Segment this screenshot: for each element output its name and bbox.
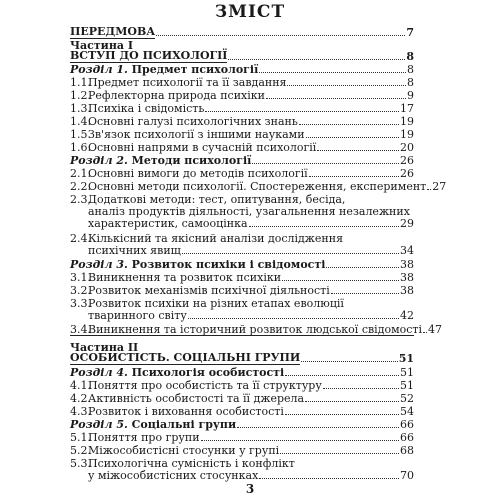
entry-title: 5.3.Психологічна сумісність і конфлікт bbox=[70, 457, 295, 470]
entry-continuation: психічних явищ bbox=[88, 244, 181, 257]
chapter-label: Розділ 5. bbox=[70, 418, 128, 431]
entry-number: 5.1. bbox=[70, 431, 91, 444]
chapter-label: Розділ 4. bbox=[70, 366, 128, 379]
entry-page: 27 bbox=[432, 180, 447, 193]
entry-title: 1.4.Основні галузі психологічних знань bbox=[70, 115, 298, 128]
toc-entry-sub[interactable] bbox=[70, 194, 414, 230]
entry-page: 51 bbox=[400, 379, 414, 392]
entry-title: 3.3.Розвиток психіки на різних етапах еволюції bbox=[70, 297, 344, 310]
entry-page: 8 bbox=[407, 76, 414, 89]
entry-number: 2.2. bbox=[70, 180, 91, 193]
entry-number: 5.3. bbox=[70, 457, 91, 470]
entry-page: 34 bbox=[400, 244, 414, 257]
toc-entry-sub[interactable] bbox=[70, 393, 414, 405]
toc-entry-chapter[interactable] bbox=[70, 367, 414, 379]
entry-number: 4.2. bbox=[70, 392, 91, 405]
entry-page: 68 bbox=[400, 444, 414, 457]
toc-entry-chapter[interactable] bbox=[70, 419, 414, 431]
dot-leader bbox=[182, 253, 399, 254]
toc-entry-sub[interactable] bbox=[70, 142, 414, 154]
entry-title: 1.3.Психіка і свідомість bbox=[70, 102, 205, 115]
entry-page: 20 bbox=[400, 141, 414, 154]
chapter-label: Розділ 2. bbox=[70, 154, 128, 167]
entry-title: 4.2.Активність особистості та її джерела bbox=[70, 392, 305, 405]
toc-entry-sub[interactable] bbox=[70, 233, 414, 257]
entry-page: 47 bbox=[428, 323, 443, 336]
entry-page: 54 bbox=[400, 405, 414, 418]
dot-leader bbox=[228, 59, 405, 60]
toc-entry-sub[interactable] bbox=[70, 272, 414, 284]
entry-page: 70 bbox=[400, 469, 414, 482]
entry-number: 3.3. bbox=[70, 297, 91, 310]
entry-title: 5.1.Поняття про групи bbox=[70, 431, 200, 444]
entry-number: 2.4. bbox=[70, 232, 91, 245]
toc-entry-sub[interactable] bbox=[70, 298, 414, 322]
entry-number: 1.4. bbox=[70, 115, 91, 128]
entry-page: 8 bbox=[407, 63, 414, 76]
dot-leader bbox=[188, 318, 399, 319]
dot-leader bbox=[282, 280, 399, 281]
entry-number: 5.2. bbox=[70, 444, 91, 457]
dot-leader bbox=[252, 163, 399, 164]
toc-entry-chapter[interactable] bbox=[70, 259, 414, 271]
page-title: ЗМІСТ bbox=[214, 2, 286, 22]
entry-title: 1.1.Предмет психології та її завдання bbox=[70, 76, 287, 89]
toc-entry-sub[interactable] bbox=[70, 103, 414, 115]
entry-number: 1.5. bbox=[70, 128, 91, 141]
entry-number: 4.3. bbox=[70, 405, 91, 418]
entry-page: 38 bbox=[400, 271, 414, 284]
toc-entry-section[interactable] bbox=[70, 26, 414, 39]
toc-entry-chapter[interactable] bbox=[70, 64, 414, 76]
dot-leader bbox=[305, 401, 399, 402]
entry-title: Розділ 2. Методи психології bbox=[70, 154, 252, 167]
entry-page: 66 bbox=[400, 418, 414, 431]
toc-entry-chapter[interactable] bbox=[70, 155, 414, 167]
dot-leader bbox=[266, 98, 406, 99]
toc-entry-sub[interactable] bbox=[70, 406, 414, 418]
entry-title: 4.3.Розвиток і виховання особистості bbox=[70, 405, 284, 418]
toc-entry-sub[interactable] bbox=[70, 380, 414, 392]
dot-leader bbox=[287, 85, 406, 86]
entry-title: 2.2.Основні методи психології. Спостереження, експеримент bbox=[70, 180, 427, 193]
dot-leader bbox=[156, 35, 405, 36]
entry-number: 1.2. bbox=[70, 89, 91, 102]
page-number: 3 bbox=[245, 482, 255, 496]
chapter-label: Розділ 1. bbox=[70, 63, 128, 76]
entry-page: 42 bbox=[400, 309, 414, 322]
dot-leader bbox=[285, 414, 399, 415]
entry-number: 1.1. bbox=[70, 76, 91, 89]
entry-page: 29 bbox=[400, 217, 414, 230]
entry-number: 4.1. bbox=[70, 379, 91, 392]
entry-page: 9 bbox=[407, 89, 414, 102]
entry-page: 26 bbox=[400, 167, 414, 180]
dot-leader bbox=[259, 478, 399, 479]
entry-page: 38 bbox=[400, 258, 414, 271]
entry-continuation: характеристик, самооцінка bbox=[88, 217, 248, 230]
entry-title: 5.2.Міжособистісні стосунки у групі bbox=[70, 444, 280, 457]
dot-leader bbox=[323, 388, 399, 389]
entry-page: 38 bbox=[400, 284, 414, 297]
entry-title: 1.2.Рефлекторна природа психіки bbox=[70, 89, 265, 102]
dot-leader bbox=[427, 189, 431, 190]
entry-title: 4.1.Поняття про особистість та її структуру bbox=[70, 379, 322, 392]
entry-number: 3.4. bbox=[70, 323, 91, 336]
entry-number: 3.1. bbox=[70, 271, 91, 284]
toc-entry-section[interactable] bbox=[70, 50, 414, 63]
entry-page: 66 bbox=[400, 431, 414, 444]
dot-leader bbox=[259, 72, 406, 73]
entry-continuation: тваринного світу bbox=[88, 309, 187, 322]
entry-title: Розділ 1. Предмет психології bbox=[70, 63, 259, 76]
entry-title: ВСТУП ДО ПСИХОЛОГІЇ bbox=[70, 49, 228, 62]
entry-number: 3.2. bbox=[70, 284, 91, 297]
toc-entry-sub[interactable] bbox=[70, 432, 414, 444]
entry-title: 1.6.Основні напрями в сучасній психології bbox=[70, 141, 317, 154]
dot-leader bbox=[306, 137, 399, 138]
entry-title: Розділ 4. Психологія особистості bbox=[70, 366, 285, 379]
entry-title: Розділ 5. Соціальні групи bbox=[70, 418, 237, 431]
entry-page: 51 bbox=[400, 366, 414, 379]
dot-leader bbox=[309, 176, 399, 177]
part-label: Частина ІІ bbox=[70, 341, 139, 354]
toc-entry-section[interactable] bbox=[70, 352, 414, 365]
dot-leader bbox=[205, 111, 399, 112]
entry-continuation: аналіз продуктів діяльності, узагальнення незалежних bbox=[88, 205, 410, 218]
toc-entry-sub[interactable] bbox=[70, 116, 414, 128]
entry-title: 3.2.Розвиток механізмів психічної діяльності bbox=[70, 284, 330, 297]
dot-leader bbox=[299, 124, 399, 125]
entry-title: ПЕРЕДМОВА bbox=[70, 25, 156, 38]
toc-entry-sub[interactable] bbox=[70, 168, 414, 180]
toc-entry-sub[interactable] bbox=[70, 445, 414, 457]
entry-page: 51 bbox=[398, 352, 414, 365]
toc-entry-sub[interactable] bbox=[70, 129, 414, 141]
entry-title: 1.5.Зв'язок психології з іншими науками bbox=[70, 128, 305, 141]
chapter-label: Розділ 3. bbox=[70, 258, 128, 271]
entry-title: 2.4.Кількісний та якісний аналізи дослідження bbox=[70, 232, 344, 245]
dot-leader bbox=[317, 150, 399, 151]
entry-number: 2.3. bbox=[70, 193, 91, 206]
entry-page: 7 bbox=[406, 26, 414, 39]
dot-leader bbox=[301, 361, 397, 362]
toc-entry-sub[interactable] bbox=[70, 90, 414, 102]
dot-leader bbox=[237, 427, 399, 428]
divider bbox=[70, 335, 414, 336]
entry-title: Розділ 3. Розвиток психіки і свідомості bbox=[70, 258, 326, 271]
entry-title: 3.1.Виникнення та розвиток психіки bbox=[70, 271, 282, 284]
entry-number: 1.3. bbox=[70, 102, 91, 115]
toc-entry-sub[interactable] bbox=[70, 285, 414, 297]
entry-title: 2.1.Основні вимоги до методів психології bbox=[70, 167, 308, 180]
entry-page: 19 bbox=[400, 115, 414, 128]
toc-entry-sub[interactable] bbox=[70, 458, 414, 482]
entry-page: 19 bbox=[400, 128, 414, 141]
dot-leader bbox=[423, 332, 427, 333]
toc-entry-sub[interactable] bbox=[70, 77, 414, 89]
entry-page: 26 bbox=[400, 154, 414, 167]
entry-title: 2.3.Додаткові методи: тест, опитування, бесіда, bbox=[70, 193, 346, 206]
dot-leader bbox=[285, 375, 399, 376]
entry-page: 52 bbox=[400, 392, 414, 405]
dot-leader bbox=[249, 226, 399, 227]
entry-number: 1.6. bbox=[70, 141, 91, 154]
part-label: Частина І bbox=[70, 39, 133, 52]
dot-leader bbox=[280, 453, 399, 454]
entry-number: 2.1. bbox=[70, 167, 91, 180]
entry-page: 8 bbox=[406, 50, 414, 63]
entry-page: 17 bbox=[400, 102, 414, 115]
entry-title: ОСОБИСТІСТЬ. СОЦІАЛЬНІ ГРУПИ bbox=[70, 351, 301, 364]
dot-leader bbox=[326, 267, 399, 268]
toc-entry-sub[interactable] bbox=[70, 180, 447, 193]
entry-continuation: у міжособистісних стосунках bbox=[88, 469, 259, 482]
entry-title: 3.4.Виникнення та історичний розвиток людської свідомості bbox=[70, 323, 423, 336]
dot-leader bbox=[201, 440, 399, 441]
dot-leader bbox=[331, 293, 399, 294]
